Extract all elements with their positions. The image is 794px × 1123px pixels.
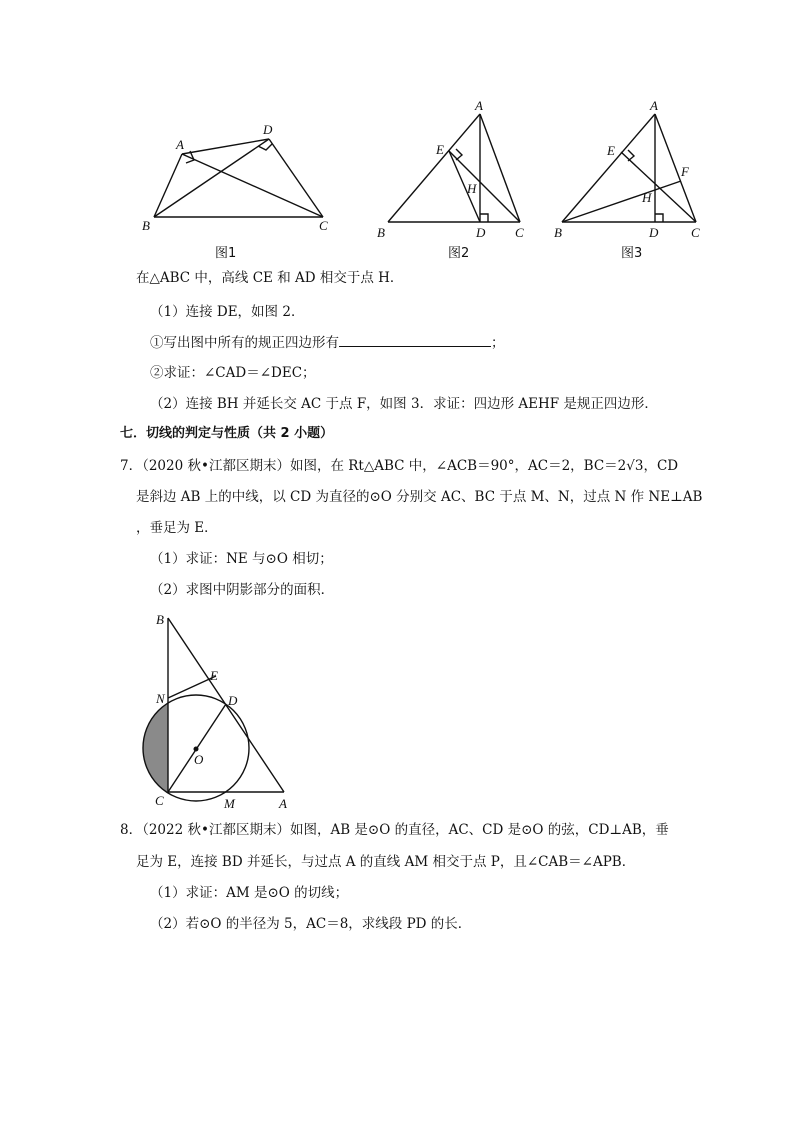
- label-M: M: [224, 796, 235, 811]
- label-B: B: [377, 225, 385, 240]
- q6-sub2: ②求证：∠CAD＝∠DEC；: [150, 365, 316, 381]
- q6-sub1: [150, 333, 505, 353]
- label-C: C: [691, 225, 700, 240]
- figure-2: [372, 98, 542, 263]
- label-A: A: [176, 137, 184, 152]
- q8-line1: 8．（2022 秋•江都区期末）如图，AB 是⊙O 的直径，AC、CD 是⊙O 的弦，CD⊥AB，垂: [120, 822, 669, 838]
- label-O: O: [194, 752, 204, 767]
- q6-intro: 在△ABC 中，高线 CE 和 AD 相交于点 H．: [136, 270, 404, 286]
- answer-blank[interactable]: [339, 334, 491, 347]
- label-F: F: [681, 164, 689, 179]
- figure-3-caption: 图3: [621, 246, 643, 261]
- label-D: D: [476, 225, 486, 240]
- figure-1: [138, 118, 338, 263]
- label-H: H: [467, 181, 477, 196]
- q6-part1: （1）连接 DE，如图 2．: [150, 304, 305, 320]
- figure-2-caption: 图2: [448, 246, 470, 261]
- q8-part1: （1）求证：AM 是⊙O 的切线；: [150, 885, 349, 901]
- label-B: B: [156, 612, 164, 627]
- label-C: C: [515, 225, 524, 240]
- figure-1-caption: 图1: [215, 246, 237, 261]
- q8-line2: 足为 E，连接 BD 并延长，与过点 A 的直线 AM 相交于点 P，且∠CAB＝∠APB．: [136, 854, 636, 870]
- label-E: E: [210, 668, 218, 683]
- label-H: H: [642, 190, 652, 205]
- label-B: B: [142, 218, 150, 233]
- figure-3: [548, 98, 718, 263]
- q7-line1: 7．（2020 秋•江都区期末）如图，在 Rt△ABC 中，∠ACB＝90°，AC＝2，BC＝2√3，CD: [120, 458, 679, 474]
- figure-4: [138, 608, 308, 818]
- label-B: B: [554, 225, 562, 240]
- label-C: C: [155, 793, 164, 808]
- q6-sub1-prefix: ①写出图中所有的规正四边形有: [150, 335, 339, 351]
- q8-part2: （2）若⊙O 的半径为 5，AC＝8，求线段 PD 的长．: [150, 916, 472, 932]
- label-D: D: [228, 693, 238, 708]
- label-D: D: [263, 122, 273, 137]
- q7-line2: 是斜边 AB 上的中线，以 CD 为直径的⊙O 分别交 AC、BC 于点 M、N，过点 N 作 NE⊥AB: [136, 489, 703, 505]
- label-E: E: [607, 143, 615, 158]
- label-N: N: [156, 691, 165, 706]
- q7-part1: （1）求证：NE 与⊙O 相切；: [150, 551, 333, 567]
- q7-line3: ，垂足为 E．: [136, 520, 218, 536]
- q6-sub1-suffix: ；: [491, 335, 505, 351]
- label-A: A: [650, 98, 658, 113]
- label-E: E: [436, 142, 444, 157]
- q6-part2: （2）连接 BH 并延长交 AC 于点 F，如图 3．求证：四边形 AEHF 是规正四边形．: [150, 396, 658, 412]
- q7-part2: （2）求图中阴影部分的面积．: [150, 582, 335, 598]
- label-A: A: [475, 98, 483, 113]
- label-A: A: [279, 796, 287, 811]
- label-C: C: [319, 218, 328, 233]
- label-D: D: [649, 225, 659, 240]
- section-title: 七．切线的判定与性质（共 2 小题）: [120, 426, 334, 441]
